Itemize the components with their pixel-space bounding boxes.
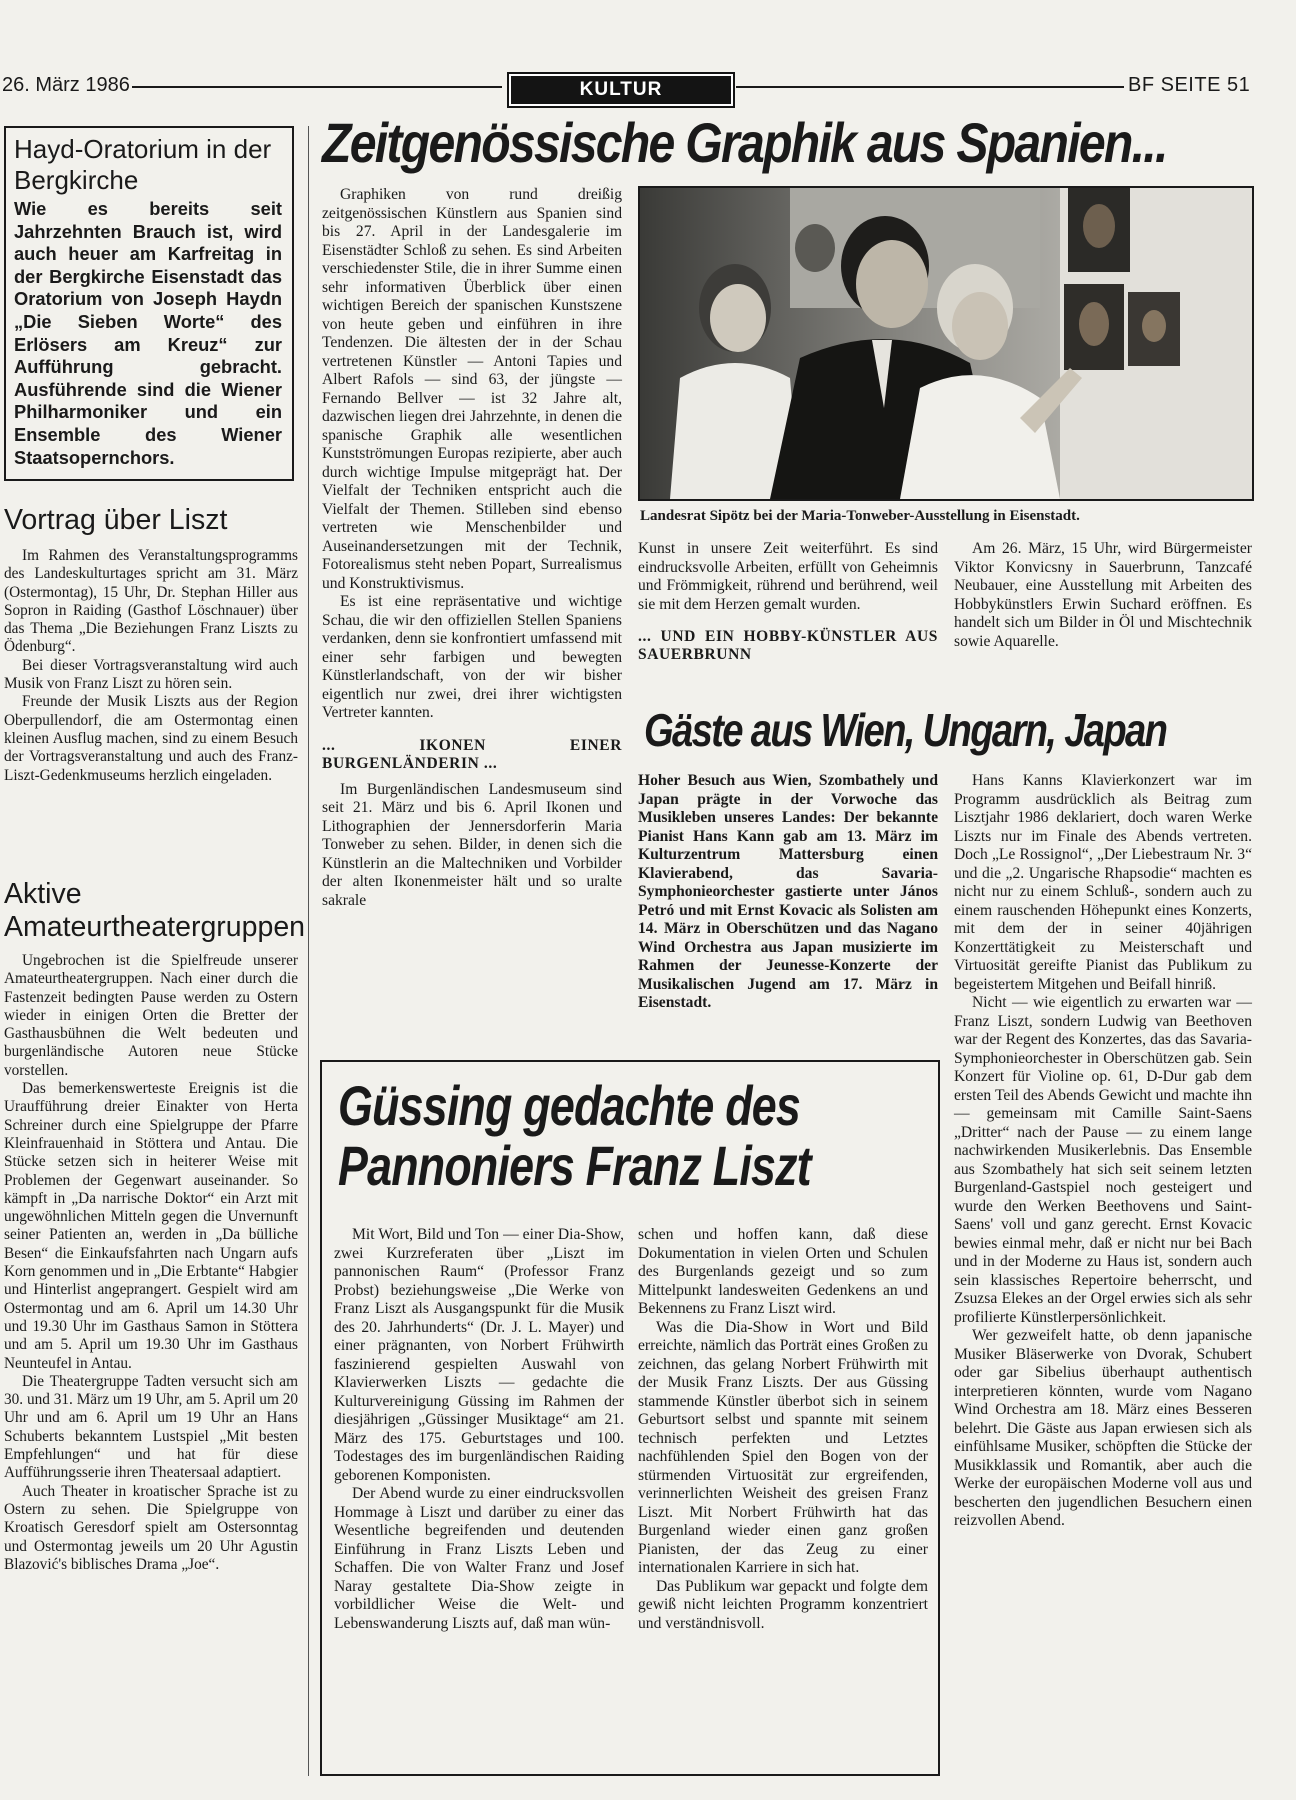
graphik-col3 xyxy=(954,540,1252,651)
amateur-article xyxy=(4,878,306,1574)
guessing-col2 xyxy=(638,1226,928,1633)
guessing-paragraph: Was die Dia-Show in Wort und Bild erreichte, nämlich das Porträt eines Großen zu zeichnen, das gelang Norbert Frühwirth mit der Musik Franz Liszts. Der aus Güssing stammende Künstler überbot sich in seinem Geburtsort selbst und spannte mit seinem technisch perfekten und Letztes nachfühlenden Spiel den Bogen von der stürmenden Virtuosität zur ergreifenden, verinnerlichten Weisheit des greisen Franz Liszt. Mit Norbert Frühwirth hat das Burgenland wieder einen ganz großen Pianisten, der das Zeug zu einer internationalen Karriere in sich hat. xyxy=(638,1318,928,1576)
graphik-paragraph: Es ist eine repräsentative und wichtige Schau, die wir den offiziellen Stellen Spaniens verdanken, denn sie konfrontiert umfassend mit einer sehr farbigen und bewegten Künstlerlandschaft, von der wir bisher eigentlich nur zwei, drei ihrer wichtigsten Vertreter kannten. xyxy=(322,593,622,721)
amateur-title: Aktive Amateurtheatergruppen xyxy=(4,878,306,943)
gaeste-paragraph: Hans Kanns Klavierkonzert war im Programm ausdrücklich als Beitrag zum Lisztjahr 1986 deklariert, doch waren Werke Liszts nur im Finale des Abends vertreten. Doch „Le Rossignol“, „Der Liebestraum Nr. 3“ und die „2. Ungarische Rhapsodie“ machten es nicht nur zu einem Schluß-, sondern auch zu einem rauschenden Höhepunkt eines Konzerts, mit dem der in seiner 40jährigen Konzerttätigkeit zu Meisterschaft und Virtuosität gereifte Pianist das Publikum zu begeistertem Mitgehen und Beifall hinriß. xyxy=(954,772,1252,993)
header-rule-left xyxy=(132,86,502,88)
graphik-col2 xyxy=(638,540,938,664)
exhibition-photo xyxy=(638,186,1254,501)
guessing-paragraph: schen und hoffen kann, daß diese Dokumentation in vielen Orten und Schulen des Burgenlands gezeigt und so zum Mittelpunkt landesweiten Gedenkens an und Bekennens zu Franz Liszt wird. xyxy=(638,1226,928,1317)
haydn-body: Wie es bereits seit Jahrzehnten Brauch ist, wird auch heuer am Karfreitag in der Bergkirche Eisenstadt das Oratorium von Joseph Haydn „Die Sieben Worte“ des Erlösers am Kreuz“ zur Aufführung gebracht. Ausführende sind die Wiener Philharmoniker und ein Ensemble des Wiener Staatsopernchors. xyxy=(14,198,282,468)
haydn-box xyxy=(4,126,294,481)
amateur-paragraph: Ungebrochen ist die Spielfreude unserer Amateurtheatergruppen. Nach einer durch die Fastenzeit bedingten Pause werden zu Ostern wieder in einigen Orten die Bretter der Gasthausbühnen die Welt bedeuten und burgenländische Autoren neue Stücke vorstellen. xyxy=(4,952,298,1079)
gaeste-lead: Hoher Besuch aus Wien, Szombathely und Japan prägte in der Vorwoche das Musikleben unseres Landes: Der bekannte Pianist Hans Kann gab am 13. März im Kulturzentrum Mattersburg einen Klavierabend, das Savaria-Symphonieorchester gastierte unter János Petró und mit Ernst Kovacic als Solisten am 14. März in Oberschützen und das Nagano Wind Orchestra aus Japan musizierte im Rahmen der Jeunesse-Konzerte der Musikalischen Jugend am 17. März in Eisenstadt. xyxy=(638,772,938,1011)
exhibition-photo-image xyxy=(640,188,1252,499)
amateur-paragraph: Die Theatergruppe Tadten versucht sich am 30. und 31. März um 19 Uhr, am 5. April um 20 Uhr und am 6. April um 19 Uhr an Hans Schuberts bekanntem Lustspiel „Mit besten Empfehlungen“ und hat für diese Aufführungsserie ihren Theatersaal adaptiert. xyxy=(4,1372,298,1482)
page-number: BF SEITE 51 xyxy=(1128,74,1251,96)
guessing-paragraph: Der Abend wurde zu einer eindrucksvollen Hommage à Liszt und darüber zu einer das Wesentliche begreifenden und deutenden Einführung in Franz Liszts Leben und Schaffen. Die von Walter Franz und Josef Naray gestaltete Dia-Show zeigte in vorbildlicher Weise die Welt- und Lebenswanderung Liszts auf, daß man wün- xyxy=(334,1485,624,1632)
guessing-paragraph: Mit Wort, Bild und Ton — einer Dia-Show, zwei Kurzreferaten über „Liszt im pannonischen Raum“ (Professor Franz Probst) beziehungsweise „Die Werke von Franz Liszt als Ausgangspunkt für die Musik des 20. Jahrhunderts“ (Dr. J. L. Mayer) und einer prägnanten, von Norbert Frühwirth faszinierend gespielten Auswahl von Klavierwerken Liszts — gedachte die Kulturvereinigung Güssing im Rahmen der diesjährigen „Güssinger Musiktage“ am 21. März des 175. Geburtstages und 100. Todestages des im burgenländischen Raiding geborenen Komponisten. xyxy=(334,1226,624,1484)
section-label: KULTUR xyxy=(507,72,735,108)
amateur-paragraph: Auch Theater in kroatischer Sprache ist zu Ostern zu sehen. Die Spielgruppe von Kroatisch Geresdorf spielt am Ostersonntag und Ostermontag jeweils um 20 Uhr Agustin Blazović's biblisches Drama „Joe“. xyxy=(4,1482,298,1573)
guessing-col1 xyxy=(334,1226,624,1633)
vortrag-paragraph: Im Rahmen des Veranstaltungsprogramms des Landeskulturtages spricht am 31. März (Ostermontag), 15 Uhr, Dr. Stephan Hiller aus Sopron in Raiding (Gasthof Löschnauer) über das Thema „Die Beziehungen Franz Liszts zu Ödenburg“. xyxy=(4,547,298,656)
graphik-col1 xyxy=(322,186,622,910)
gaeste-paragraph: Nicht — wie eigentlich zu erwarten war — Franz Liszt, sondern Ludwig van Beethoven war der Regent des Konzertes, das das Savaria-Symphonieorchester in Oberschützen gab. Sein Konzert für Violine op. 61, D-Dur gab dem ersten Teil des Abends Gewicht und machte ihn — gemeinsam mit Camille Saint-Saens „Dritter“ nach der Pause — zu einem lange nachwirkenden Musikerlebnis. Das Ensemble aus Szombathely hat sich seit seinem letzten Burgenland-Gastspiel noch gesteigert und wurde den Werken Beethovens und Saint-Saens' voll und ganz gerecht. Ernst Kovacic bewies einmal mehr, daß er nicht nur bei Bach und in der Moderne zu Haus ist, sondern auch sein klassisches Repertoire beherrscht, und Zsuzsa Elekes an der Orgel erwies sich als sehr profilierte Künstlerpersönlichkeit. xyxy=(954,994,1252,1326)
vortrag-article xyxy=(4,504,298,785)
hobby-kicker: ... UND EIN HOBBY-KÜNSTLER AUS SAUERBRUNN xyxy=(638,628,938,663)
graphik-headline: Zeitgenössische Graphik aus Spanien... xyxy=(322,111,1167,174)
guessing-paragraph: Das Publikum war gepackt und folgte dem gewiß nicht leichten Programm konzentriert und verständnisvoll. xyxy=(638,1577,928,1632)
vortrag-paragraph: Bei dieser Vortragsveranstaltung wird auch Musik von Franz Liszt zu hören sein. xyxy=(4,656,298,693)
vortrag-title: Vortrag über Liszt xyxy=(4,504,228,536)
guessing-headline-line1: Güssing gedachte des xyxy=(338,1074,800,1137)
ikonen-kicker: ... IKONEN EINER BURGENLÄNDERIN ... xyxy=(322,736,622,772)
guessing-headline-line2: Pannoniers Franz Liszt xyxy=(338,1134,811,1197)
photo-caption: Landesrat Sipötz bei der Maria-Tonweber-Ausstellung in Eisenstadt. xyxy=(640,508,1080,524)
gaeste-headline: Gäste aus Wien, Ungarn, Japan xyxy=(644,704,1167,756)
graphik-paragraph: Graphiken von rund dreißig zeitgenössischen Künstlern aus Spanien sind bis 27. April in der Landesgalerie im Eisenstädter Schloß zu sehen. Es sind Arbeiten verschiedenster Stile, die in ihrer Summe einen sehr informativen Überblick über einen wichtigen Bereich der spanischen Kunstszene von heute geben und einführen in ihre Tendenzen. Die ältesten der in der Schau vertretenen Künstler — Antoni Tapies und Albert Rafols — sind 63, der jüngste — Fernando Bellver — ist 32 Jahre alt, dazwischen liegen drei Jahrzehnte, in denen die spanische Graphik alle wesentlichen Kunstströmungen Europas rezipierte, aber auch durch wichtige Impulse mitgeprägt hat. Der Vielfalt der Techniken entspricht auch die Vielfalt der Themen. Stilleben sind ebenso vertreten wie Menschenbilder und Auseinandersetzungen mit der Technik, Fotorealismus steht neben Popart, Surrealismus und Konstruktivismus. xyxy=(322,186,622,592)
graphik-col3-paragraph: Am 26. März, 15 Uhr, wird Bürgermeister Viktor Konvicsny in Sauerbrunn, Tanzcafé Neubauer, eine Ausstellung mit Arbeiten des Hobbykünstlers Erwin Suchard eröffnen. Es handelt sich um Bilder in Öl und Mischtechnik sowie Aquarelle. xyxy=(954,540,1252,650)
issue-date: 26. März 1986 xyxy=(2,74,130,96)
gaeste-paragraph: Wer gezweifelt hatte, ob denn japanische Musiker Bläserwerke von Dvorak, Schubert oder gar Sibelius überhaupt authentisch interpretieren könnten, wurde vom Nagano Wind Orchestra am 18. März eines Besseren belehrt. Die Gäste aus Japan erwiesen sich als einfühlsame Musiker, schöpften die Stücke der Musikklassik und Romantik, aber auch die Werke der europäischen Moderne voll aus und bescherten den jugendlichen Besuchern einen reizvollen Abend. xyxy=(954,1327,1252,1529)
amateur-paragraph: Das bemerkenswerteste Ereignis ist die Uraufführung dreier Einakter von Herta Schreiner durch eine Spielgruppe der Pfarre Kleinfrauenhaid in Stöttera und Antau. Die Stücke setzen sich in heiterer Weise mit Problemen der Gegenwart auseinander. So kämpft in „Da narrische Doktor“ ein Arzt mit ungewöhnlichen Mitteln gegen die Unvernunft seiner Patienten an, werden in „Da bülliche Besen“ die Einkaufsfahrten nach Ungarn aufs Korn genommen und in „Die Erbtante“ Habgier und Hinterlist angeprangert. Gespielt wird am Ostermontag und am 6. April um 14.30 Uhr und 19.30 Uhr im Gasthaus Samon in Stöttera und am 5. April um 19.30 Uhr im Gasthaus Neunteufel in Antau. xyxy=(4,1080,298,1372)
gaeste-body xyxy=(954,772,1252,1531)
header-rule-right xyxy=(736,86,1124,88)
vortrag-paragraph: Freunde der Musik Liszts aus der Region Oberpullendorf, die am Ostermontag einen kleinen Ausflug machen, sind zu einem Besuch der Vortragsveranstaltung und auch des Franz-Liszt-Gedenkmuseums herzlich eingeladen. xyxy=(4,693,298,784)
column-rule xyxy=(308,126,309,1776)
graphik-col2-paragraph: Kunst in unsere Zeit weiterführt. Es sind eindrucksvolle Arbeiten, erfüllt von Geheimnis und Frömmigkeit, rührend und berührend, weil sie mit dem Herzen gemalt wurden. xyxy=(638,540,938,613)
haydn-title: Hayd-Oratorium in der Bergkirche xyxy=(14,134,272,195)
ikonen-paragraph: Im Burgenländischen Landesmuseum sind seit 21. März und bis 6. April Ikonen und Lithographien der Jennersdorferin Maria Tonweber zu sehen. Bilder, in denen sich die Künstlerin an die Maltechniken und Vorbilder der alten Ikonenmeister hält und so uralte sakrale xyxy=(322,780,622,909)
